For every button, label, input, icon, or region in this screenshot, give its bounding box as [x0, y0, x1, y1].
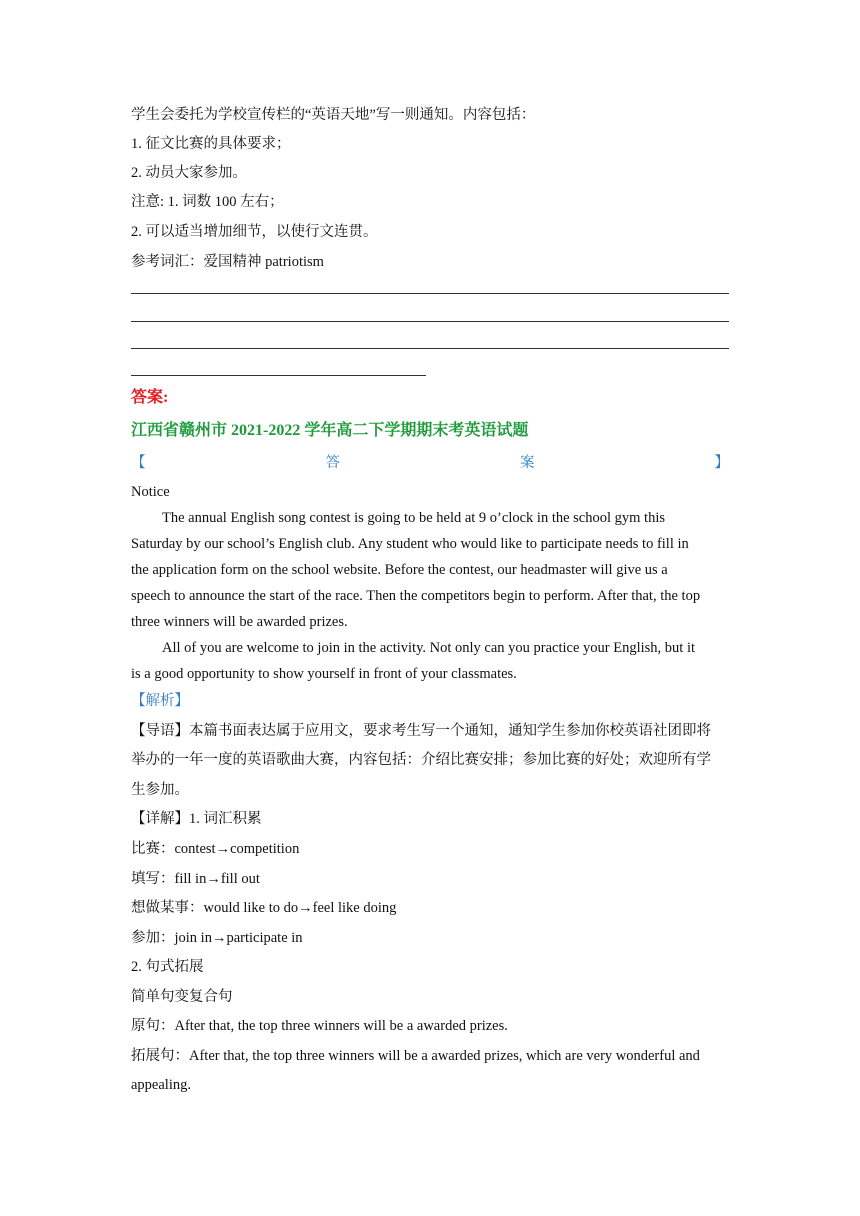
answer-tag: [131, 453, 729, 473]
essay-line: Saturday by our school’s English club. Any student who would like to participate needs to fill in: [131, 536, 689, 552]
answer-heading: 答案:: [131, 389, 169, 406]
analysis-tag: 【解析】: [131, 693, 189, 709]
writing-line: [131, 348, 729, 349]
essay-line: three winners will be awarded prizes.: [131, 614, 348, 630]
writing-line: [131, 293, 729, 294]
essay-line: the application form on the school website. Before the contest, our headmaster will give us a: [131, 562, 668, 578]
guide-line: 生参加。: [131, 782, 189, 798]
guide-line: 举办的一年一度的英语歌曲大赛，内容包括：介绍比赛安排；参加比赛的好处；欢迎所有学: [131, 752, 711, 768]
task-intro: 学生会委托为学校宣传栏的“英语天地”写一则通知。内容包括：: [131, 107, 536, 123]
task-item-2: 2. 动员大家参加。: [131, 165, 247, 181]
guide-line: 【导语】本篇书面表达属于应用文，要求考生写一个通知，通知学生参加你校英语社团即将: [131, 723, 711, 739]
vocab-item: 比赛：contest→competition: [131, 841, 300, 857]
vocab-item: 参加：join in→participate in: [131, 930, 303, 946]
writing-line: [131, 375, 426, 376]
task-note-1: 注意: 1. 词数 100 左右；: [131, 194, 284, 210]
task-note-2: 2. 可以适当增加细节，以使行文连贯。: [131, 224, 378, 240]
extended-sentence-cont: appealing.: [131, 1077, 191, 1093]
source-title: 江西省赣州市 2021-2022 学年高二下学期期末考英语试题: [131, 422, 529, 439]
vocab-item: 想做某事：would like to do→feel like doing: [131, 900, 397, 916]
section-subheading: 简单句变复合句: [131, 989, 233, 1005]
essay-line: is a good opportunity to show yourself in front of your classmates.: [131, 666, 517, 682]
essay-line: speech to announce the start of the race. Then the competitors begin to perform. After that, the top: [131, 588, 701, 604]
answer-tag-open: 【: [131, 455, 146, 471]
writing-line: [131, 321, 729, 322]
extended-sentence: 拓展句：After that, the top three winners will be a awarded prizes, which are very wonderful and: [131, 1048, 700, 1064]
answer-tag-char-1: 答: [325, 455, 340, 471]
answer-tag-close: 】: [714, 455, 729, 471]
answer-tag-char-2: 案: [520, 455, 535, 471]
task-vocab: 参考词汇：爱国精神 patriotism: [131, 254, 324, 270]
essay-line: The annual English song contest is going to be held at 9 o’clock in the school gym this: [162, 510, 665, 526]
detail-heading: 【详解】1. 词汇积累: [131, 811, 262, 827]
vocab-item: 填写：fill in→fill out: [131, 871, 260, 887]
essay-title: Notice: [131, 484, 170, 500]
essay-line: All of you are welcome to join in the activity. Not only can you practice your English, but it: [162, 640, 696, 656]
section-heading: 2. 句式拓展: [131, 959, 204, 975]
original-sentence: 原句：After that, the top three winners will be a awarded prizes.: [131, 1018, 508, 1034]
task-item-1: 1. 征文比赛的具体要求；: [131, 136, 291, 152]
